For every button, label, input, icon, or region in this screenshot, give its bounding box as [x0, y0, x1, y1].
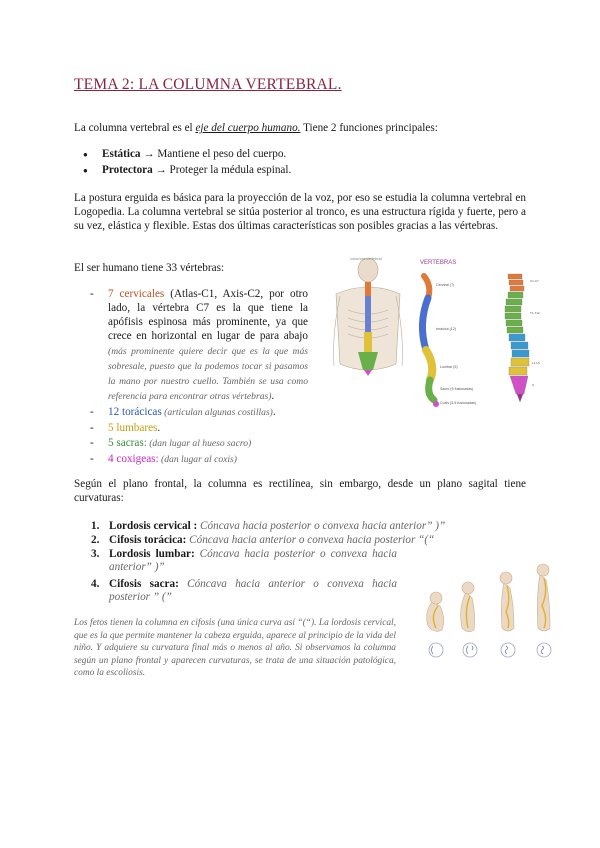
curvature-item — [91, 548, 397, 574]
figure-label-sacrum: Sacro (5 fusionadas) — [440, 387, 474, 391]
svg-text:columna vertebral: columna vertebral — [350, 256, 382, 261]
function-item — [74, 147, 514, 161]
lumbar-label: 5 lumbares — [108, 422, 158, 434]
svg-text:C1-C7: C1-C7 — [530, 279, 539, 283]
posture-paragraph: La postura erguida es básica para la proyección de la voz, por eso se estudia la columna vertebral en Logopedia. La columna vertebral se sitúa posterior al tronco, es una estructura rígida y fuerte, pero a su vez, elástica y flexible. Estas dos últimas características son posibles gracias a las vértebras. — [74, 192, 526, 232]
cervical-desc: (Atlas-C1, Axis-C2, por otro lado, la vértebra C7 es la que tiene la apófisis espinosa más prominente, ya que crece en horizontal en lugar de para abajo — [108, 288, 309, 342]
curvature-item — [91, 578, 397, 604]
sacral-note: (dan lugar al hueso sacro) — [146, 438, 252, 449]
page-title: TEMA 2: LA COLUMNA VERTEBRAL. — [74, 76, 342, 93]
item-number: 2. — [91, 534, 100, 546]
curvature-desc: Cóncava hacia anterior o convexa hacia posterior “(“ — [186, 534, 435, 546]
figure-label-coccyx: Coxis (3-5 fusionadas) — [440, 401, 476, 405]
curvature-term: Cifosis sacra: — [109, 578, 179, 590]
function-item — [74, 163, 514, 177]
item-number: 1. — [91, 520, 100, 532]
curvature-desc: Cóncava hacia posterior o convexa hacia anterior” )” — [109, 548, 397, 573]
curvatures-list — [91, 520, 446, 604]
period: . — [157, 422, 161, 434]
functions-list — [74, 147, 514, 177]
svg-text:L1-L5: L1-L5 — [532, 361, 540, 365]
function-term: Protectora — [102, 164, 153, 176]
coccyx-label: 4 coxigeas: — [108, 453, 159, 465]
curvatures-intro: Según el plano frontal, la columna es rectilínea, sin embargo, desde un plano sagital tiene curvaturas: — [74, 478, 526, 504]
svg-text:T1-T12: T1-T12 — [530, 311, 540, 315]
vertebra-item-cervical: - 7 cervicales (Atlas-C1, Axis-C2, por otro lado, la vértebra C7 es la que tiene la apófisis espinosa más prominente, ya que crece en horizontal en lugar de para abajo (más prominente quiere decir que es la que más sobresale, puesto que la podemos tocar si pasamos la mano por nuestro cuello. También se usa como referencia para encontrar otras vértebras). — [90, 288, 309, 402]
figure-title: VERTEBRAS — [420, 260, 457, 266]
vertebrae-intro: El ser humano tiene 33 vértebras: — [74, 262, 225, 274]
period: . — [271, 390, 275, 402]
vertebra-item-coccyx: - 4 coxigeas: (dan lugar al coxis) — [90, 453, 237, 465]
intro-after: Tiene 2 funciones principales: — [300, 122, 438, 134]
toracic-note: (articulan algunas costillas) — [161, 407, 273, 418]
arrow: → — [140, 148, 158, 160]
curvature-term: Lordosis lumbar: — [109, 548, 195, 560]
figure-label-thoracic: torácica (12) — [436, 327, 456, 331]
toracic-label: 12 torácicas — [108, 406, 162, 418]
cervical-note: (más prominente quiere decir que es la que más sobresale, puesto que la podemos tocar si pasamos la mano por nuestro cuello. También se usa como referencia para encontrar otras vértebras) — [108, 346, 308, 402]
curvature-item — [91, 520, 529, 533]
back-view-illustration — [334, 256, 403, 376]
item-number: 3. — [91, 548, 100, 560]
curvature-term: Lordosis cervical : — [109, 520, 198, 532]
item-number: 4. — [91, 578, 100, 590]
spine-development-figure — [416, 562, 566, 668]
function-term: Estática — [102, 148, 141, 160]
detailed-spine-illustration — [505, 274, 540, 402]
figure-label-lumbar: Lumbar (5) — [440, 365, 458, 369]
figure-label-cervical: Cervical (7) — [436, 283, 455, 287]
intro-paragraph — [74, 121, 534, 135]
fetus-note: Los fetos tienen la columna en cifosis (una única curva así “(“). La lordosis cervical, que es la que permite mantener la cabeza erguida, aparece al principio de la vida del niño. Y adquiere su curvatura final más o menos al año. Si observamos la columna según un plano frontal y aparecen curvaturas, se trata de una situación patológica, como la escoliosis. — [74, 618, 396, 679]
coccyx-note: (dan lugar al coxis) — [158, 454, 237, 465]
spine-figure — [326, 254, 554, 414]
vertebra-item-sacral: - 5 sacras: (dan lugar al hueso sacro) — [90, 437, 252, 449]
function-desc: Mantiene el peso del cuerpo. — [157, 148, 287, 160]
curvature-desc: Cóncava hacia posterior o convexa hacia anterior” )” — [197, 520, 446, 532]
curvature-term: Cifosis torácica: — [109, 534, 187, 546]
side-view-illustration — [420, 260, 476, 407]
arrow: → — [152, 164, 170, 176]
curvature-item — [91, 534, 529, 547]
vertebra-item-lumbar: - 5 lumbares. — [90, 422, 161, 434]
sacral-label: 5 sacras: — [108, 437, 147, 449]
intro-before: La columna vertebral es el — [74, 122, 196, 134]
intro-emphasis: eje del cuerpo humano. — [195, 122, 301, 134]
period: . — [272, 406, 276, 418]
svg-text:S: S — [532, 383, 535, 387]
curvature-desc: Cóncava hacia anterior o convexa hacia posterior ” (” — [109, 578, 397, 603]
vertebra-item-toracic: - 12 torácicas (articulan algunas costillas). — [90, 406, 276, 418]
vertebrae-list — [90, 287, 308, 467]
function-desc: Proteger la médula espinal. — [169, 164, 292, 176]
cervical-label: 7 cervicales — [108, 288, 165, 300]
